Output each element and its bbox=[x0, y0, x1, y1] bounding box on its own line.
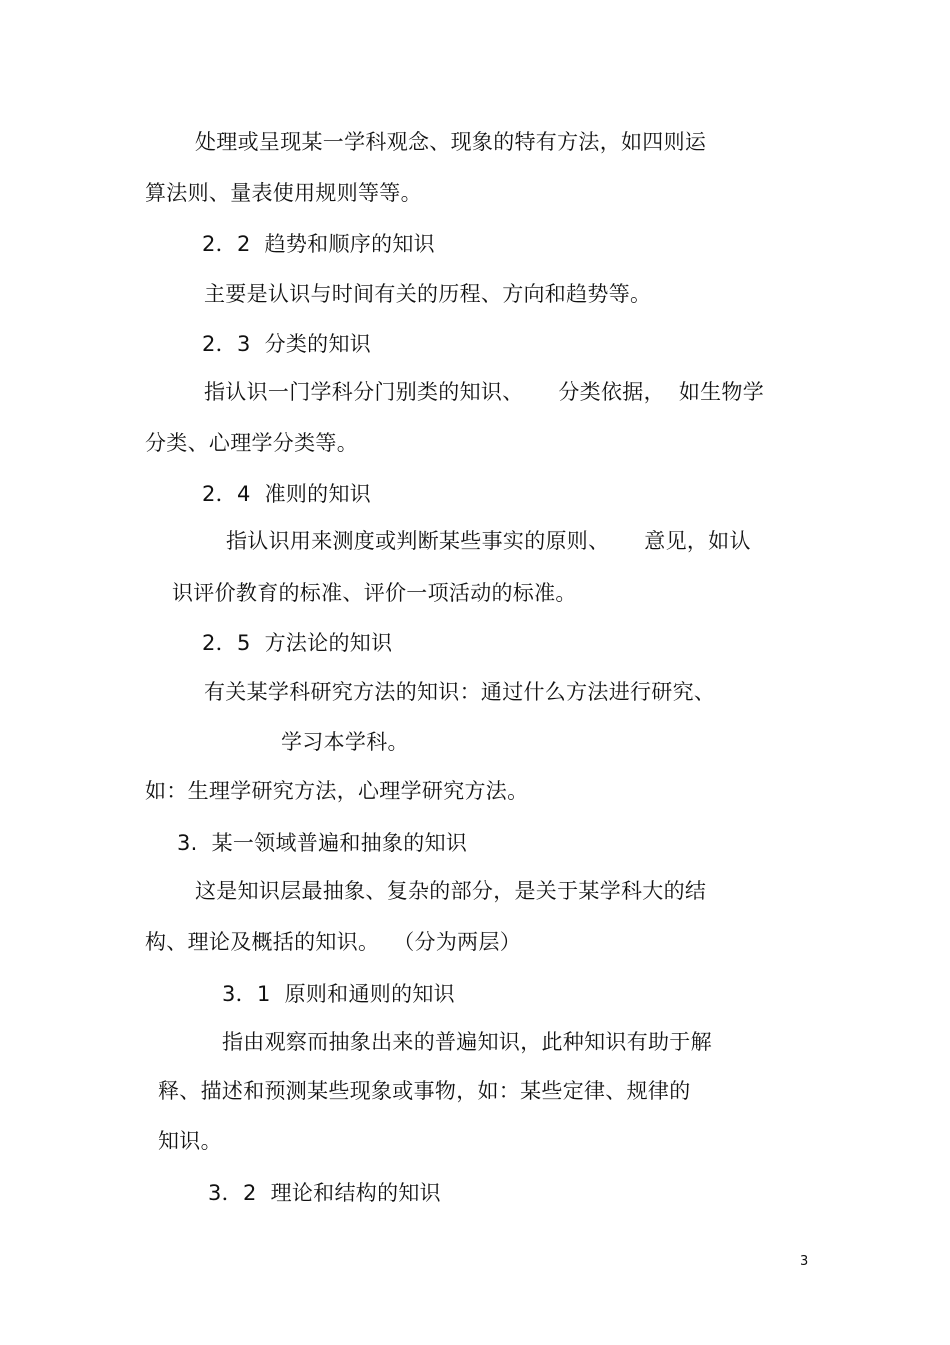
section-heading: 2．5 方法论的知识 bbox=[202, 631, 393, 655]
text-line: 指认识一门学科分门别类的知识、 分类依据， 如生物学 bbox=[204, 380, 765, 404]
page-number: 3 bbox=[800, 1254, 809, 1269]
text-line: 处理或呈现某一学科观念、现象的特有方法，如四则运 bbox=[195, 130, 707, 154]
section-heading: 3．1 原则和通则的知识 bbox=[222, 982, 455, 1006]
text-line: 释、描述和预测某些现象或事物，如：某些定律、规律的 bbox=[158, 1079, 691, 1103]
text-line: 算法则、量表使用规则等等。 bbox=[145, 181, 422, 205]
text-line: 指认识用来测度或判断某些事实的原则、 意见，如认 bbox=[226, 529, 751, 553]
section-heading: 3．2 理论和结构的知识 bbox=[208, 1181, 441, 1205]
text-line: 这是知识层最抽象、复杂的部分，是关于某学科大的结 bbox=[195, 879, 707, 903]
text-line: 知识。 bbox=[158, 1129, 222, 1153]
section-heading: 2．3 分类的知识 bbox=[202, 332, 372, 356]
text-line: 识评价教育的标准、评价一项活动的标准。 bbox=[172, 581, 577, 605]
section-heading: 2．2 趋势和顺序的知识 bbox=[202, 232, 435, 256]
text-line: 主要是认识与时间有关的历程、方向和趋势等。 bbox=[204, 282, 652, 306]
text-line: 有关某学科研究方法的知识：通过什么方法进行研究、 bbox=[204, 680, 716, 704]
text-line: 指由观察而抽象出来的普遍知识，此种知识有助于解 bbox=[222, 1030, 712, 1054]
text-line: 学习本学科。 bbox=[281, 730, 409, 754]
section-heading: 3. 某一领域普遍和抽象的知识 bbox=[177, 831, 468, 855]
text-line: 如：生理学研究方法，心理学研究方法。 bbox=[145, 779, 529, 803]
text-line: 构、理论及概括的知识。 （分为两层） bbox=[145, 930, 522, 954]
section-heading: 2．4 准则的知识 bbox=[202, 482, 372, 506]
text-line: 分类、心理学分类等。 bbox=[145, 431, 358, 455]
